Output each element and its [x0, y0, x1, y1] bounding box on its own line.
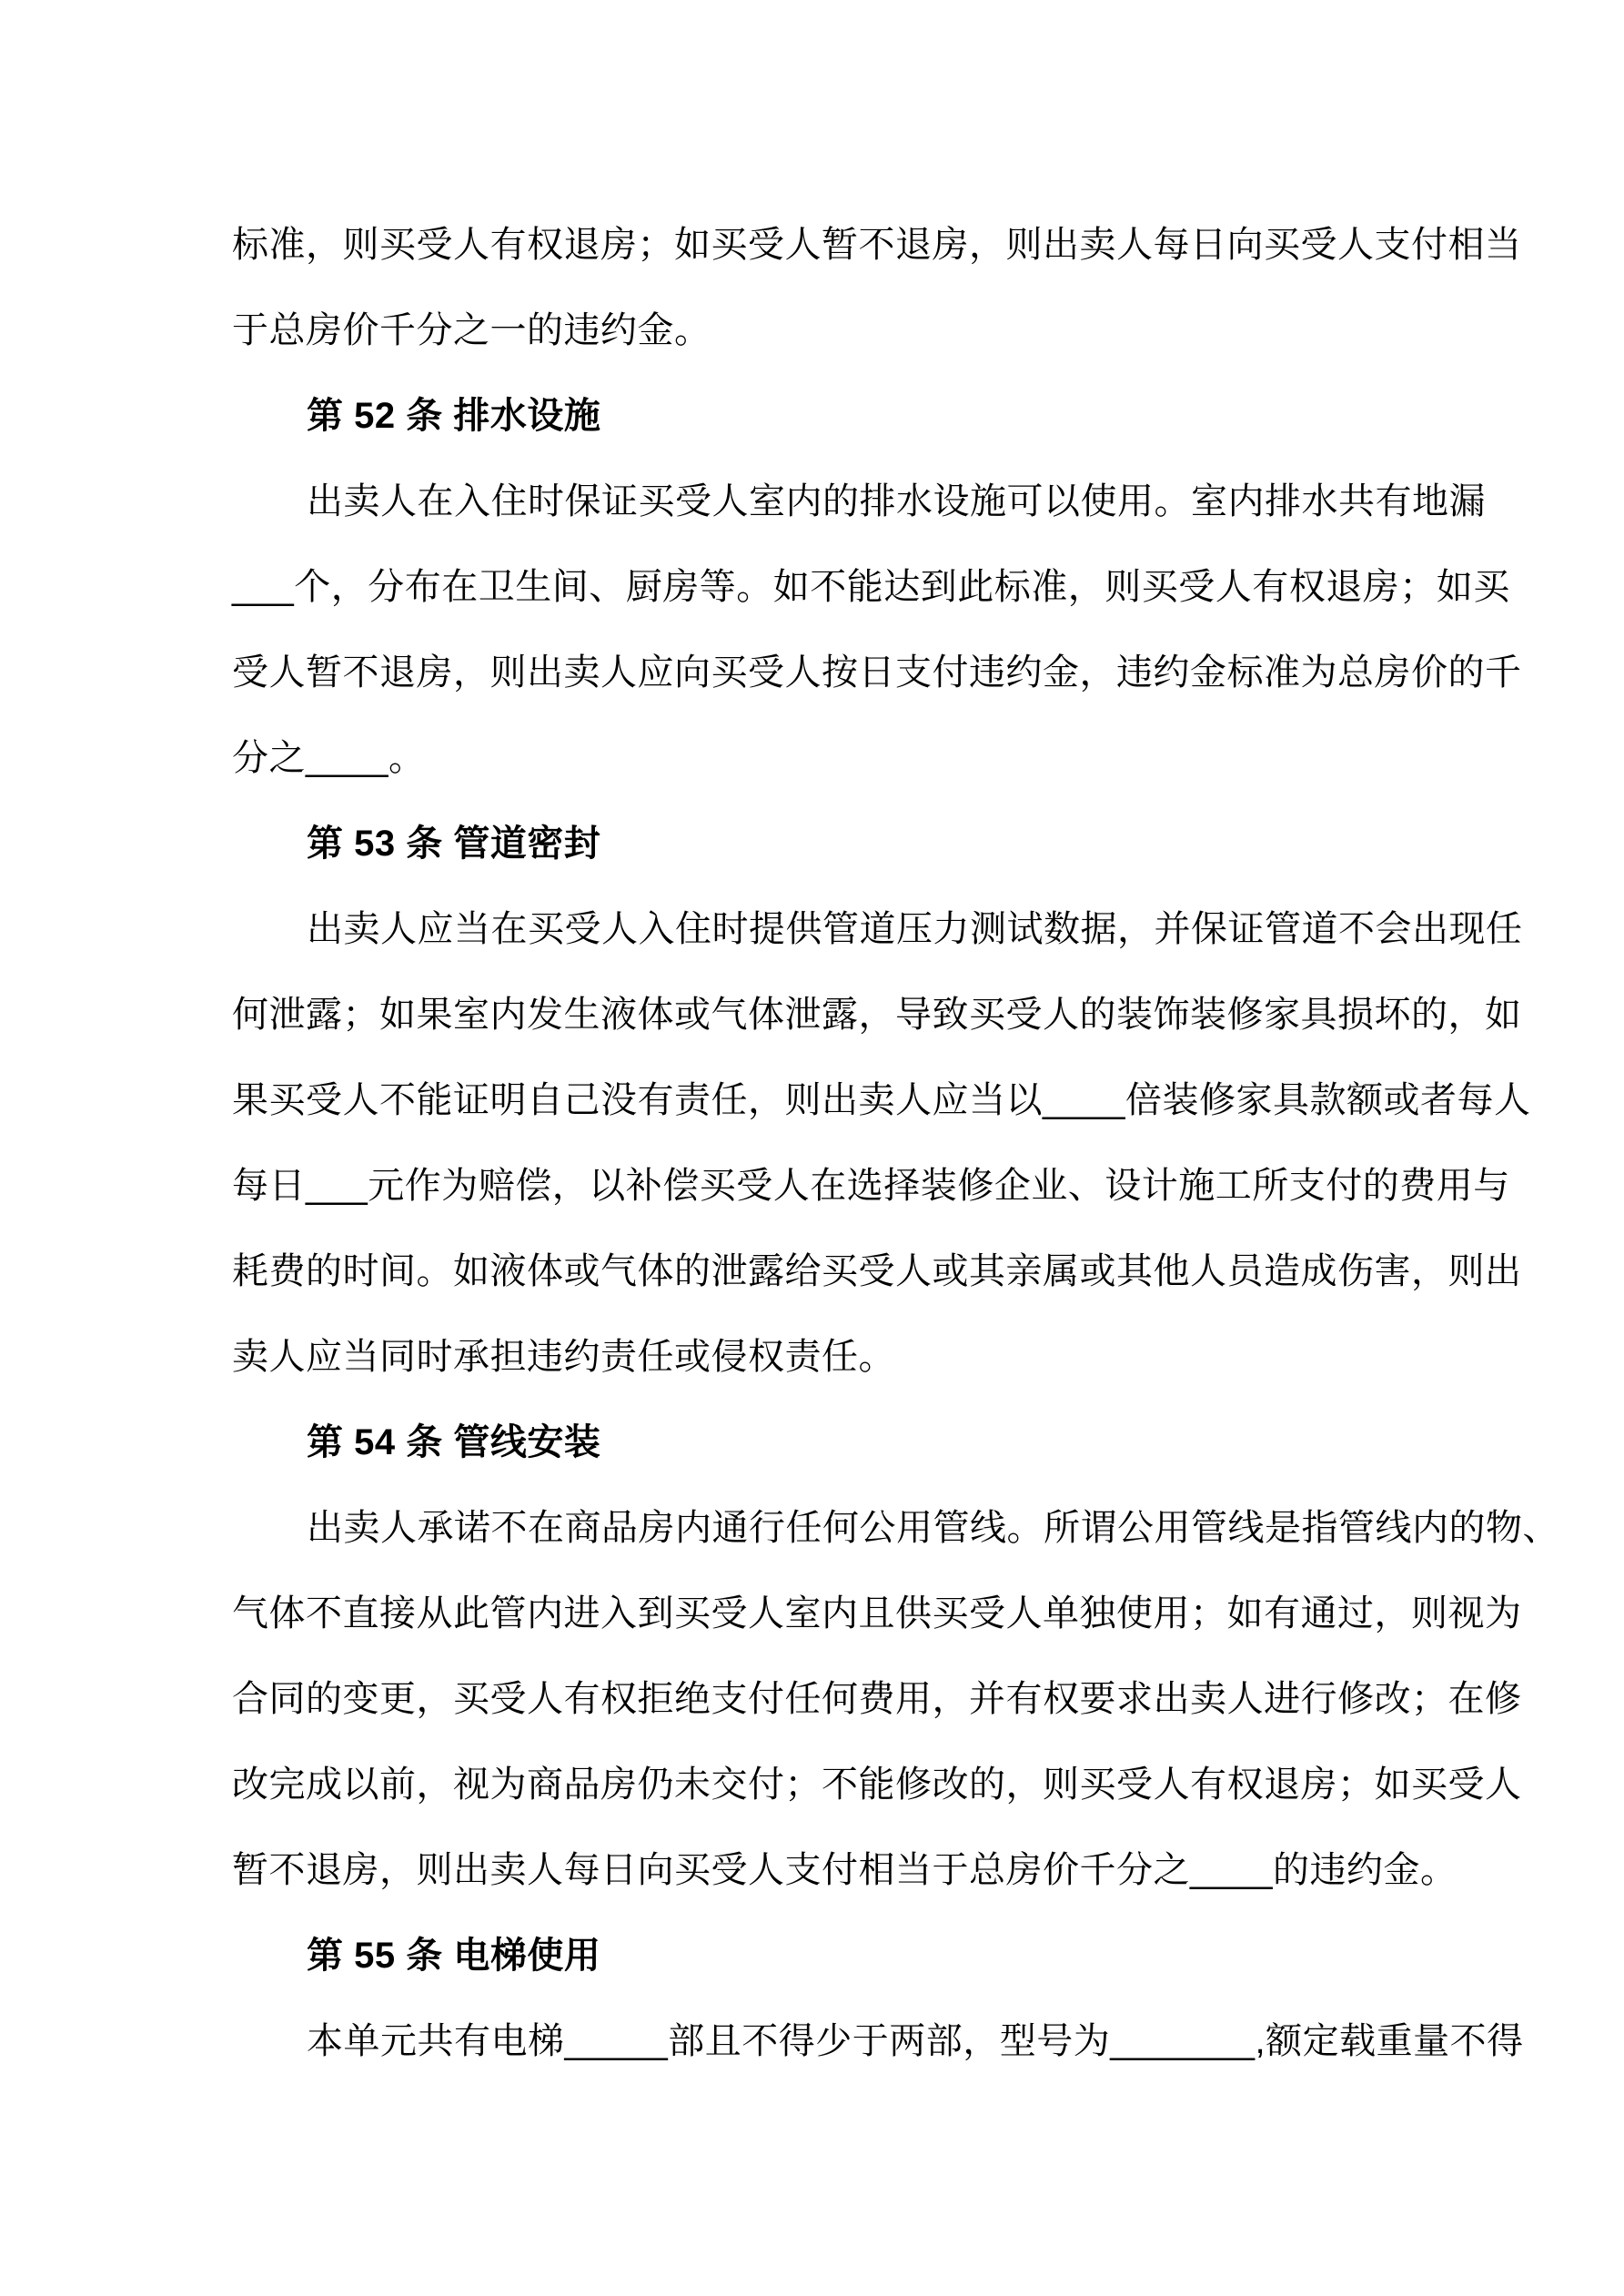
text-line: 改完成以前，视为商品房仍未交付；不能修改的，则买受人有权退房；如买受人 [232, 1765, 1522, 1805]
article-heading-55: 第 55 条 电梯使用 [307, 1936, 601, 1976]
text-line: 于总房价千分之一的违约金。 [232, 310, 711, 350]
text-line: 出卖人应当在买受人入住时提供管道压力测试数据，并保证管道不会出现任 [307, 909, 1523, 949]
text-line: 何泄露；如果室内发生液体或气体泄露，导致买受人的装饰装修家具损坏的，如 [232, 995, 1522, 1035]
text-line: 分之____。 [232, 738, 426, 778]
text-line: 耗费的时间。如液体或气体的泄露给买受人或其亲属或其他人员造成伤害，则出 [232, 1251, 1522, 1291]
text-line: 合同的变更，买受人有权拒绝支付任何费用，并有权要求出卖人进行修改；在修 [232, 1679, 1522, 1719]
text-line: 标准，则买受人有权退房；如买受人暂不退房，则出卖人每日向买受人支付相当 [232, 225, 1522, 265]
text-line: 受人暂不退房，则出卖人应向买受人按日支付违约金，违约金标准为总房价的千 [232, 652, 1522, 693]
article-heading-54: 第 54 条 管线安装 [307, 1422, 601, 1462]
text-line: 卖人应当同时承担违约责任或侵权责任。 [232, 1337, 895, 1377]
text-line: 每日___元作为赔偿，以补偿买受人在选择装修企业、设计施工所支付的费用与 [232, 1166, 1510, 1206]
text-line: 出卖人承诺不在商品房内通行任何公用管线。所谓公用管线是指管线内的物、 [307, 1508, 1559, 1548]
text-line: 暂不退房，则出卖人每日向买受人支付相当于总房价千分之____的违约金。 [232, 1850, 1458, 1890]
article-heading-52: 第 52 条 排水设施 [307, 396, 601, 436]
text-line: ___个，分布在卫生间、厨房等。如不能达到此标准，则买受人有权退房；如买 [232, 567, 1510, 607]
text-line: 本单元共有电梯_____部且不得少于两部，型号为_______,额定载重量不得 [307, 2021, 1524, 2061]
text-line: 果买受人不能证明自己没有责任，则出卖人应当以____倍装修家具款额或者每人 [232, 1080, 1531, 1120]
text-line: 气体不直接从此管内进入到买受人室内且供买受人单独使用；如有通过，则视为 [232, 1593, 1522, 1633]
text-line: 出卖人在入住时保证买受人室内的排水设施可以使用。室内排水共有地漏 [307, 481, 1486, 521]
article-heading-53: 第 53 条 管道密封 [307, 824, 601, 864]
